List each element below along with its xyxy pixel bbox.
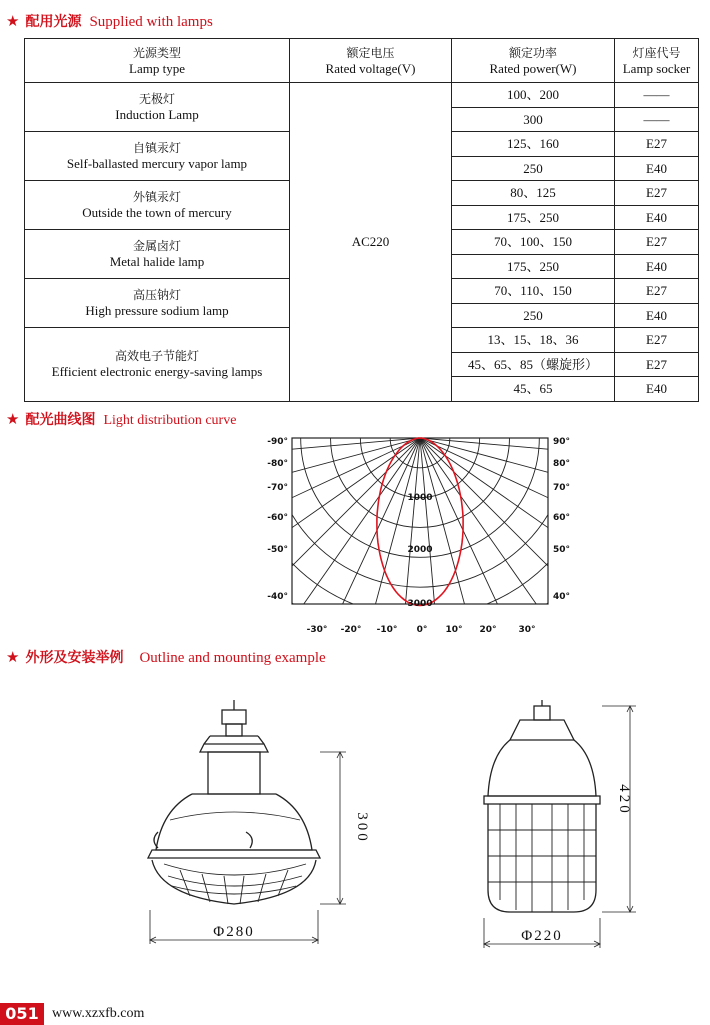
lamp-type-cell: 高效电子节能灯 Efficient electronic energy-saving lamps bbox=[25, 328, 290, 402]
lamp-spec-table bbox=[24, 38, 699, 402]
right-angle-label: 40° bbox=[553, 592, 571, 602]
section-lamps-en: Supplied with lamps bbox=[89, 14, 213, 30]
lamp-type-cell: 外镇汞灯 Outside the town of mercury bbox=[25, 181, 290, 230]
section-lamps-cn: 配用光源 bbox=[25, 14, 82, 30]
bottom-angle-label: 20° bbox=[479, 625, 497, 635]
page-number: 051 bbox=[0, 1003, 44, 1025]
lamp-outline-drawing-2 bbox=[470, 700, 650, 950]
rated-power-cell: 250 bbox=[452, 156, 615, 181]
lamp-socket-cell: E27 bbox=[615, 230, 699, 255]
section-lamps-heading bbox=[6, 11, 213, 31]
rated-power-cell: 250 bbox=[452, 303, 615, 328]
header-lamp-socket: 灯座代号 Lamp socker bbox=[615, 39, 699, 83]
bottom-angle-label: 30° bbox=[518, 625, 536, 635]
lamp1-height-dim: 300 bbox=[354, 812, 370, 844]
rated-power-cell: 125、160 bbox=[452, 132, 615, 157]
lamp2-height-dim: 420 bbox=[616, 784, 632, 816]
section-curve-heading bbox=[6, 409, 236, 429]
bottom-angle-label: 10° bbox=[445, 625, 463, 635]
table-row bbox=[25, 83, 699, 108]
right-angle-label: 50° bbox=[553, 545, 571, 555]
header-rated-power: 额定功率 Rated power(W) bbox=[452, 39, 615, 83]
section-curve-en: Light distribution curve bbox=[103, 413, 237, 428]
polar-radial-line bbox=[273, 438, 420, 637]
rated-power-cell: 13、15、18、36 bbox=[452, 328, 615, 353]
left-angle-label: -50° bbox=[267, 545, 288, 555]
rated-power-cell: 175、250 bbox=[452, 205, 615, 230]
lamp-socket-cell: —— bbox=[615, 107, 699, 132]
website-url: www.xzxfb.com bbox=[52, 1006, 145, 1021]
table-header-row bbox=[25, 39, 699, 83]
bottom-angle-label: -10° bbox=[376, 625, 398, 635]
lamp-socket-cell: —— bbox=[615, 83, 699, 108]
right-angle-label: 80° bbox=[553, 459, 571, 469]
polar-frame bbox=[292, 438, 548, 604]
right-angle-label: 90° bbox=[553, 437, 571, 447]
left-angle-label: -60° bbox=[267, 513, 288, 523]
rated-power-cell: 100、200 bbox=[452, 83, 615, 108]
left-angle-label: -90° bbox=[267, 437, 288, 447]
section-outline-cn: 外形及安装举例 bbox=[25, 650, 124, 666]
lamp-socket-cell: E27 bbox=[615, 132, 699, 157]
star-icon: ★ bbox=[6, 410, 20, 428]
ring-label: 2000 bbox=[407, 545, 433, 555]
light-distribution-curve bbox=[377, 438, 463, 605]
lamp-type-cell: 自镇汞灯 Self-ballasted mercury vapor lamp bbox=[25, 132, 290, 181]
left-angle-label: -80° bbox=[267, 459, 288, 469]
star-icon: ★ bbox=[6, 12, 20, 30]
rated-voltage-cell: AC220 bbox=[290, 83, 452, 402]
rated-power-cell: 80、125 bbox=[452, 181, 615, 206]
lamp-socket-cell: E27 bbox=[615, 279, 699, 304]
lamp-socket-cell: E27 bbox=[615, 328, 699, 353]
right-angle-label: 70° bbox=[553, 483, 571, 493]
bottom-angle-label: -30° bbox=[306, 625, 328, 635]
lamp-type-cell: 高压钠灯 High pressure sodium lamp bbox=[25, 279, 290, 328]
bottom-angle-label: -20° bbox=[340, 625, 362, 635]
ring-label: 3000 bbox=[407, 599, 433, 609]
rated-power-cell: 300 bbox=[452, 107, 615, 132]
lamp-socket-cell: E40 bbox=[615, 205, 699, 230]
ring-label: 1000 bbox=[407, 493, 433, 503]
lamp-outline-drawing-1 bbox=[140, 700, 370, 950]
polar-ring bbox=[331, 432, 510, 527]
light-distribution-chart bbox=[250, 432, 590, 637]
section-curve-cn: 配光曲线图 bbox=[25, 412, 96, 428]
rated-power-cell: 45、65、85（螺旋形） bbox=[452, 352, 615, 377]
right-angle-label: 60° bbox=[553, 513, 571, 523]
lamp-socket-cell: E40 bbox=[615, 303, 699, 328]
lamp-socket-cell: E40 bbox=[615, 377, 699, 402]
lamp-socket-cell: E27 bbox=[615, 352, 699, 377]
lamp-socket-cell: E40 bbox=[615, 254, 699, 279]
lamp-socket-cell: E40 bbox=[615, 156, 699, 181]
lamp2-width-dim: Φ220 bbox=[521, 928, 563, 944]
left-angle-label: -40° bbox=[267, 592, 288, 602]
rated-power-cell: 45、65 bbox=[452, 377, 615, 402]
lamp-socket-cell: E27 bbox=[615, 181, 699, 206]
polar-ring bbox=[271, 432, 569, 587]
polar-radial-line bbox=[420, 438, 567, 637]
polar-ring bbox=[250, 432, 590, 617]
lamp-type-cell: 无极灯 Induction Lamp bbox=[25, 83, 290, 132]
star-icon: ★ bbox=[6, 648, 20, 666]
rated-power-cell: 70、100、150 bbox=[452, 230, 615, 255]
section-outline-heading bbox=[6, 647, 326, 667]
section-outline-en: Outline and mounting example bbox=[139, 650, 326, 666]
rated-power-cell: 70、110、150 bbox=[452, 279, 615, 304]
header-lamp-type: 光源类型 Lamp type bbox=[25, 39, 290, 83]
lamp-type-cell: 金属卤灯 Metal halide lamp bbox=[25, 230, 290, 279]
header-rated-voltage: 额定电压 Rated voltage(V) bbox=[290, 39, 452, 83]
lamp1-width-dim: Φ280 bbox=[213, 924, 255, 940]
rated-power-cell: 175、250 bbox=[452, 254, 615, 279]
bottom-angle-label: 0° bbox=[416, 625, 428, 635]
left-angle-label: -70° bbox=[267, 483, 288, 493]
